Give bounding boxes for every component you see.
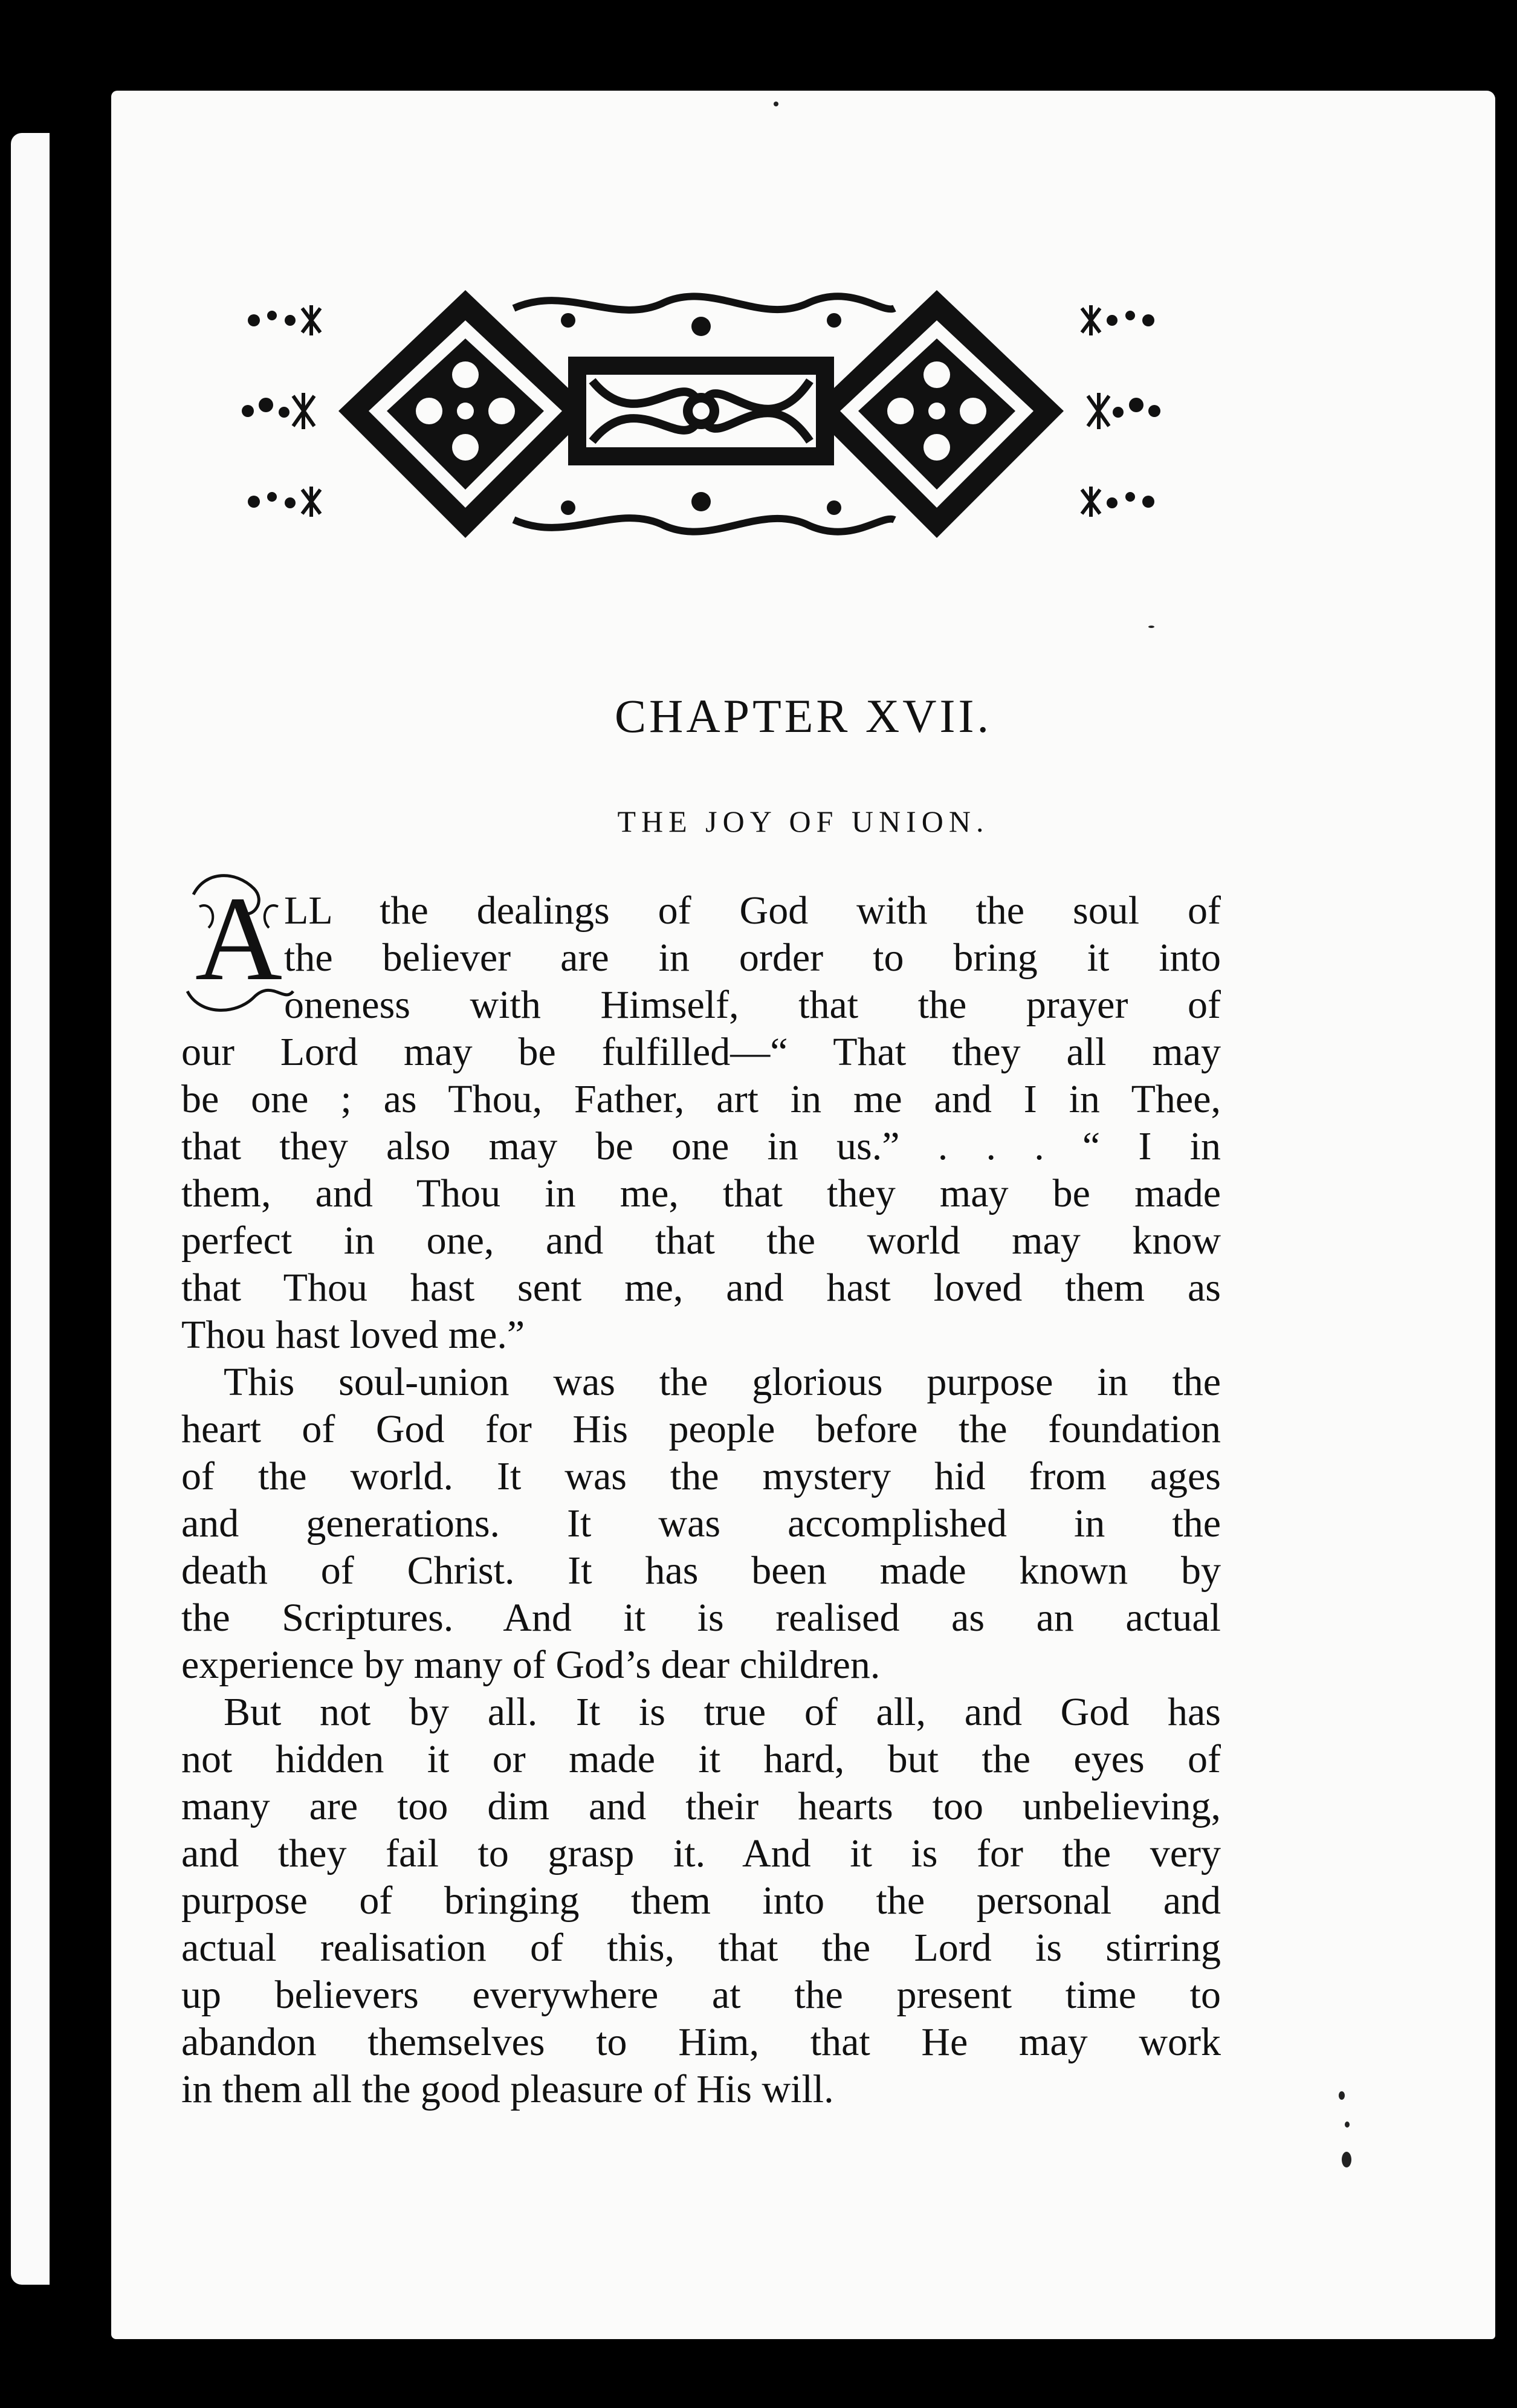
- text-line: in them all the good pleasure of His will.: [181, 2067, 834, 2111]
- text-line: actual realisation of this, that the Lord is stirring: [181, 1926, 1221, 1970]
- text-line: This soul-union was the glorious purpose in the: [224, 1360, 1221, 1404]
- text-line: But not by all. It is true of all, and God has: [224, 1690, 1221, 1734]
- text-line: of the world. It was the mystery hid from ages: [181, 1454, 1221, 1498]
- text-line: death of Christ. It has been made known by: [181, 1549, 1221, 1593]
- scan-speck: [1345, 2122, 1350, 2128]
- text-line: oneness with Himself, that the prayer of: [284, 983, 1221, 1027]
- text-line: them, and Thou in me, that they may be made: [181, 1171, 1221, 1215]
- text-line: the believer are in order to bring it into: [284, 936, 1221, 980]
- paragraph: [181, 887, 1221, 1359]
- section-title: THE JOY OF UNION.: [617, 804, 989, 838]
- decorative-headpiece-icon: [230, 284, 1173, 550]
- text-line: purpose of bringing them into the personal and: [181, 1879, 1221, 1923]
- scan-speck: [1342, 2152, 1351, 2167]
- scan-speck: [774, 102, 778, 106]
- text-line: perfect in one, and that the world may know: [181, 1219, 1221, 1263]
- text-line: Thou hast loved me.”: [181, 1313, 525, 1357]
- text-line: many are too dim and their hearts too unbelieving,: [181, 1784, 1221, 1828]
- text-line: heart of God for His people before the foundation: [181, 1407, 1221, 1451]
- paragraph: [181, 1689, 1221, 2113]
- scan-speck: [1148, 626, 1154, 628]
- chapter-title: CHAPTER XVII.: [615, 690, 992, 742]
- drop-cap-letter: A: [195, 872, 283, 1006]
- text-line: up believers everywhere at the present time to: [181, 1973, 1221, 2017]
- paragraph: [181, 1359, 1221, 1689]
- text-line: our Lord may be fulfilled—“ That they all may: [181, 1030, 1221, 1074]
- text-line: that they also may be one in us.” . . . “ I in: [181, 1124, 1221, 1168]
- scan-speck: [1339, 2091, 1345, 2100]
- text-line: and they fail to grasp it. And it is for the very: [181, 1831, 1221, 1876]
- text-line: the Scriptures. And it is realised as an actual: [181, 1596, 1221, 1640]
- text-line: not hidden it or made it hard, but the eyes of: [181, 1737, 1221, 1781]
- text-line: be one ; as Thou, Father, art in me and I in Thee,: [181, 1077, 1221, 1121]
- facing-page-edge: [11, 133, 50, 2285]
- body-text: [181, 887, 1221, 2113]
- text-line: experience by many of God’s dear children.: [181, 1643, 881, 1687]
- text-line: that Thou hast sent me, and hast loved them as: [181, 1266, 1221, 1310]
- scan-right-border: [1495, 0, 1517, 2408]
- text-line: LL the dealings of God with the soul of: [284, 888, 1221, 933]
- text-line: abandon themselves to Him, that He may work: [181, 2020, 1221, 2064]
- text-line: and generations. It was accomplished in the: [181, 1501, 1221, 1545]
